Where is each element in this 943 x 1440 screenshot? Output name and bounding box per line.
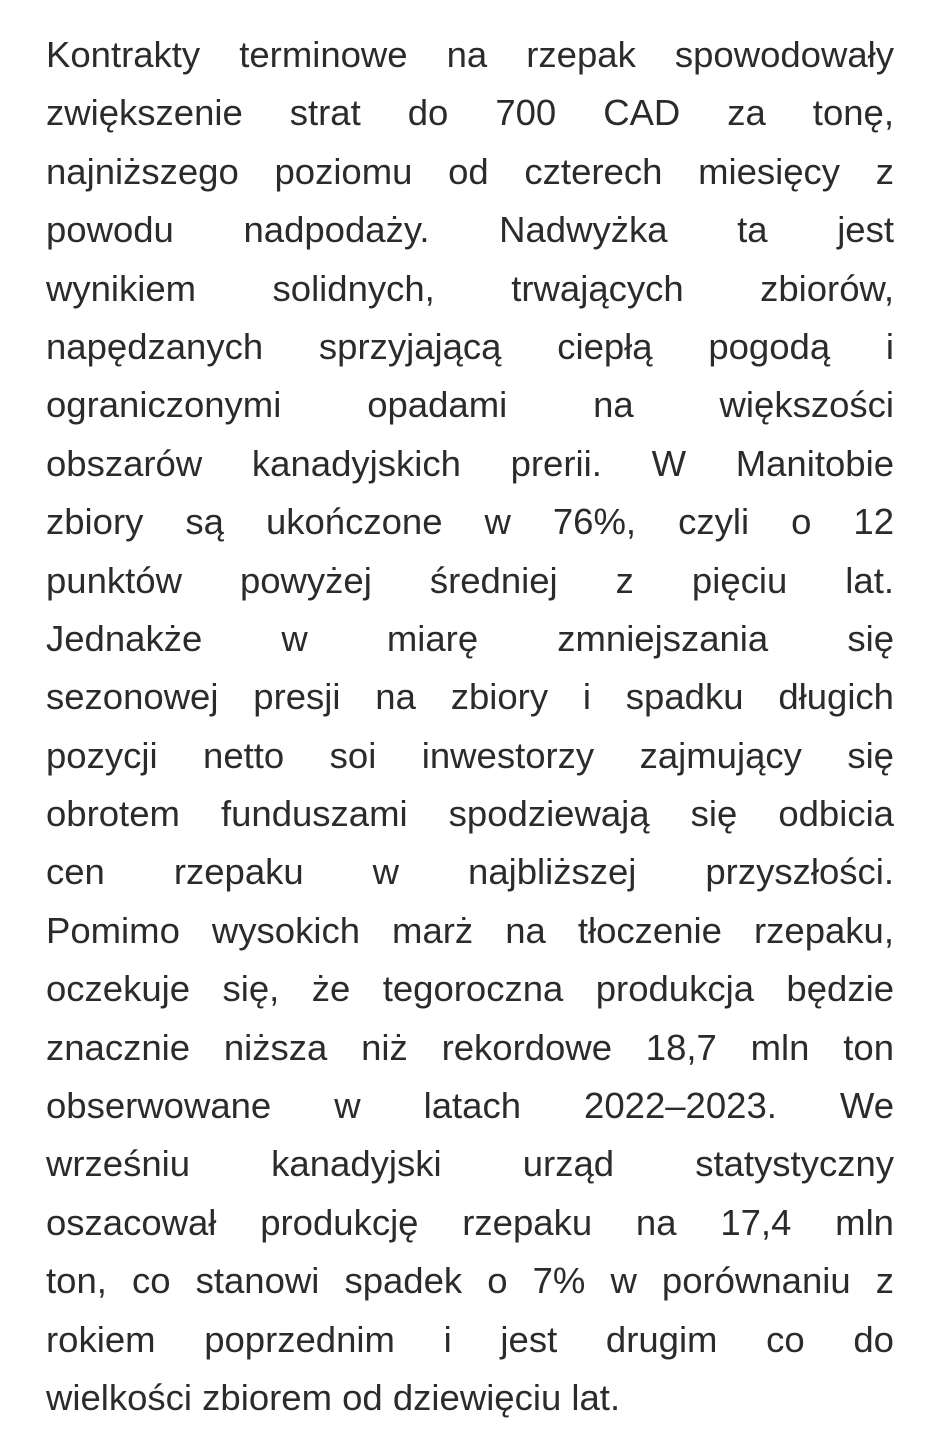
- article-body: [46, 26, 894, 1427]
- article-line: rokiem poprzednim i jest drugim co do: [46, 1318, 894, 1360]
- article-line: obszarów kanadyjskich prerii. W Manitobie: [46, 442, 894, 484]
- article-line: zbiory są ukończone w 76%, czyli o 12: [46, 501, 894, 543]
- article-line: obrotem funduszami spodziewają się odbicia: [46, 793, 894, 835]
- article-line: cen rzepaku w najbliższej przyszłości.: [46, 851, 894, 893]
- article-line: Jednakże w miarę zmniejszania się: [46, 617, 894, 659]
- article-line: powodu nadpodaży. Nadwyżka ta jest: [46, 209, 894, 251]
- article-line: sezonowej presji na zbiory i spadku długich: [46, 676, 894, 718]
- article-line: zwiększenie strat do 700 CAD za tonę,: [46, 92, 894, 134]
- article-line: znacznie niższa niż rekordowe 18,7 mln ton: [46, 1026, 894, 1068]
- article-line: napędzanych sprzyjającą ciepłą pogodą i: [46, 325, 894, 367]
- article-line: najniższego poziomu od czterech miesięcy z: [46, 150, 894, 192]
- article-line: Kontrakty terminowe na rzepak spowodowały: [46, 34, 894, 75]
- article-line: oczekuje się, że tegoroczna produkcja będzie: [46, 968, 894, 1010]
- article-line: ograniczonymi opadami na większości: [46, 384, 894, 426]
- article-line: wynikiem solidnych, trwających zbiorów,: [46, 267, 894, 309]
- article-line: obserwowane w latach 2022–2023. We: [46, 1085, 894, 1127]
- article-line: oszacował produkcję rzepaku na 17,4 mln: [46, 1201, 894, 1243]
- article-line: punktów powyżej średniej z pięciu lat.: [46, 559, 894, 601]
- article-line: pozycji netto soi inwestorzy zajmujący się: [46, 734, 894, 776]
- article-line: ton, co stanowi spadek o 7% w porównaniu z: [46, 1260, 894, 1302]
- article-line: Pomimo wysokich marż na tłoczenie rzepaku,: [46, 909, 894, 951]
- article-line: wielkości zbiorem od dziewięciu lat.: [46, 1376, 621, 1418]
- article-line: wrześniu kanadyjski urząd statystyczny: [46, 1143, 894, 1185]
